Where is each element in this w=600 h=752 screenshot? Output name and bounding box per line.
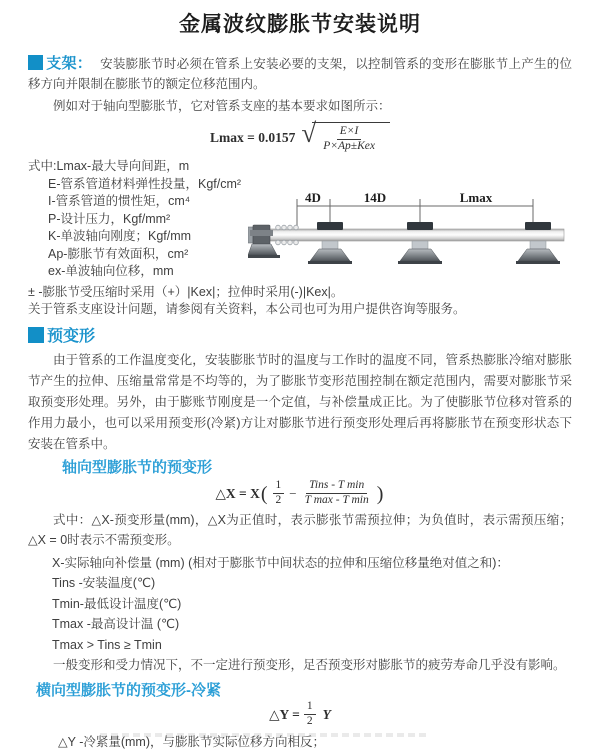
fraction <box>320 125 378 154</box>
radical-sign: √ <box>301 118 317 149</box>
open-paren: ( <box>260 482 268 505</box>
dim-label-lmax: Lmax <box>459 190 493 205</box>
lateral-formula <box>28 702 572 728</box>
definition-item: K-单波轴向刚度；Kgf/mm <box>48 229 192 243</box>
guide-support-graphic <box>308 222 352 264</box>
dim-label-14d: 14D <box>363 190 387 205</box>
axial-item: Tmin-最低设计温度(℃) <box>52 596 182 611</box>
support-intro-text: 安装膨胀节时必须在管系上安装必要的支架，以控制管系的变形在膨胀节上产生的位移方向并限制在膨胀节的额定位移范围内。 <box>28 57 572 91</box>
fraction-numerator: 1 <box>304 700 316 715</box>
lateral-formula-lhs: △Y = <box>269 706 300 722</box>
axial-item: Tins -安装温度(℃) <box>52 576 156 590</box>
pipe-graphic <box>248 229 564 241</box>
temp-fraction <box>302 479 372 508</box>
axial-general-note: 一般变形和受力情况下，不一定进行预变形，足否预变形对膨胀节的疲劳寿命几乎没有影响。 <box>53 658 566 672</box>
consult-note: 关于管系支座设计问题，请参阅有关资料，本公司也可为用户提供咨询等服务。 <box>28 302 466 316</box>
formula-lhs: Lmax = 0.0157 <box>210 130 296 145</box>
radical-body <box>312 122 390 154</box>
blue-square-marker <box>28 55 43 70</box>
fraction-denominator: T max - T min <box>304 494 369 506</box>
support-section-lead <box>28 54 572 94</box>
lateral-note-text: △Y -冷紧量(mm)，与膨胀节实际位移方向相反； <box>58 734 326 749</box>
fraction-denominator: 2 <box>306 715 313 727</box>
guide-support-graphic <box>398 222 442 264</box>
dim-label-4d: 4D <box>305 190 321 205</box>
fraction-numerator: E×I <box>337 125 362 140</box>
predeform-section-head <box>28 327 572 347</box>
plus-minus-note: ± -膨胀节受压缩时采用（+）|Kex|；拉伸时采用(-)|Kex|。 <box>28 284 344 299</box>
blue-square-marker <box>28 327 44 343</box>
definitions-lead: 式中:Lmax-最大导向间距，m <box>28 159 190 173</box>
lateral-formula-rhs: Y <box>322 706 331 722</box>
support-section-heading: 支架： <box>46 55 93 72</box>
axial-item: Tmax > Tins ≥ Tmin <box>52 637 162 652</box>
guide-support-graphic <box>516 222 560 264</box>
clipped-next-line <box>100 733 430 737</box>
predeform-heading: 预变形 <box>47 327 96 345</box>
definition-item: I-管系管道的惯性矩，cm⁴ <box>48 194 191 208</box>
minus-operator: − <box>289 485 297 501</box>
half-fraction <box>304 700 316 729</box>
definition-item: E-管系管道材料弹性投量，Kgf/cm² <box>48 176 242 191</box>
support-example-text: 例如对于轴向型膨胀节，它对管系支座的基本要求如图所示： <box>53 99 391 113</box>
close-paren: ) <box>376 482 384 505</box>
definitions-block <box>28 158 572 319</box>
predeform-body-text: 由于管系的工作温度变化，安装膨胀节时的温度与工作时的温度不同，管系热膨胀冷缩对膨胀节产生的拉伸、压缩量常常是不均等的，为了膨胀节变形范围控制在额定范围内，需要对膨胀节采取预变形处理。另外，由于膨账节刚度是一个定值，与补偿量成正比。为了使膨胀节位移对管系的作用力最小，也可以采用预变形(冷紧)方让对膨胀节进行预变形处理后再将膨胀节在预变形状态下安装在管系中。 <box>28 352 572 451</box>
axial-formula-lhs: △X = X <box>215 485 260 501</box>
lmax-formula <box>28 118 572 154</box>
page-title: 金属波纹膨胀节安装说明 <box>179 13 421 36</box>
definition-item: ex-单波轴向位移，mm <box>48 264 174 278</box>
sqrt-radical <box>301 118 390 154</box>
axial-parameter-list <box>28 553 572 656</box>
definition-item: Ap-膨胀节有效面积，cm² <box>48 246 189 261</box>
axial-formula <box>28 479 572 509</box>
lateral-subheading: 横向型膨胀节的预变形-冷紧 <box>36 681 221 699</box>
axial-explain-text: 式中：△X-预变形量(mm)，△X为正值时，表示膨张节需预拉伸；为负值时，表示需预压缩；△X = 0时表示不需预变形。 <box>28 512 572 547</box>
fraction-denominator: 2 <box>275 494 282 506</box>
axial-subheading: 轴向型膨胀节的预变形 <box>62 458 213 476</box>
fraction-denominator: P×Ap±Kex <box>323 140 375 152</box>
fraction-numerator: 1 <box>273 479 285 494</box>
half-fraction <box>273 479 285 508</box>
fraction-numerator: Tins - T min <box>306 479 367 494</box>
axial-item: X-实际轴向补偿量 (mm) (相对于膨胀节中间状态的拉伸和压缩位移量绝对值之和)： <box>52 555 509 570</box>
axial-item: Tmax -最高设计温 (℃) <box>52 617 180 631</box>
pipe-support-diagram <box>248 187 578 283</box>
definition-item: P-设计压力，Kgf/mm² <box>48 211 171 226</box>
